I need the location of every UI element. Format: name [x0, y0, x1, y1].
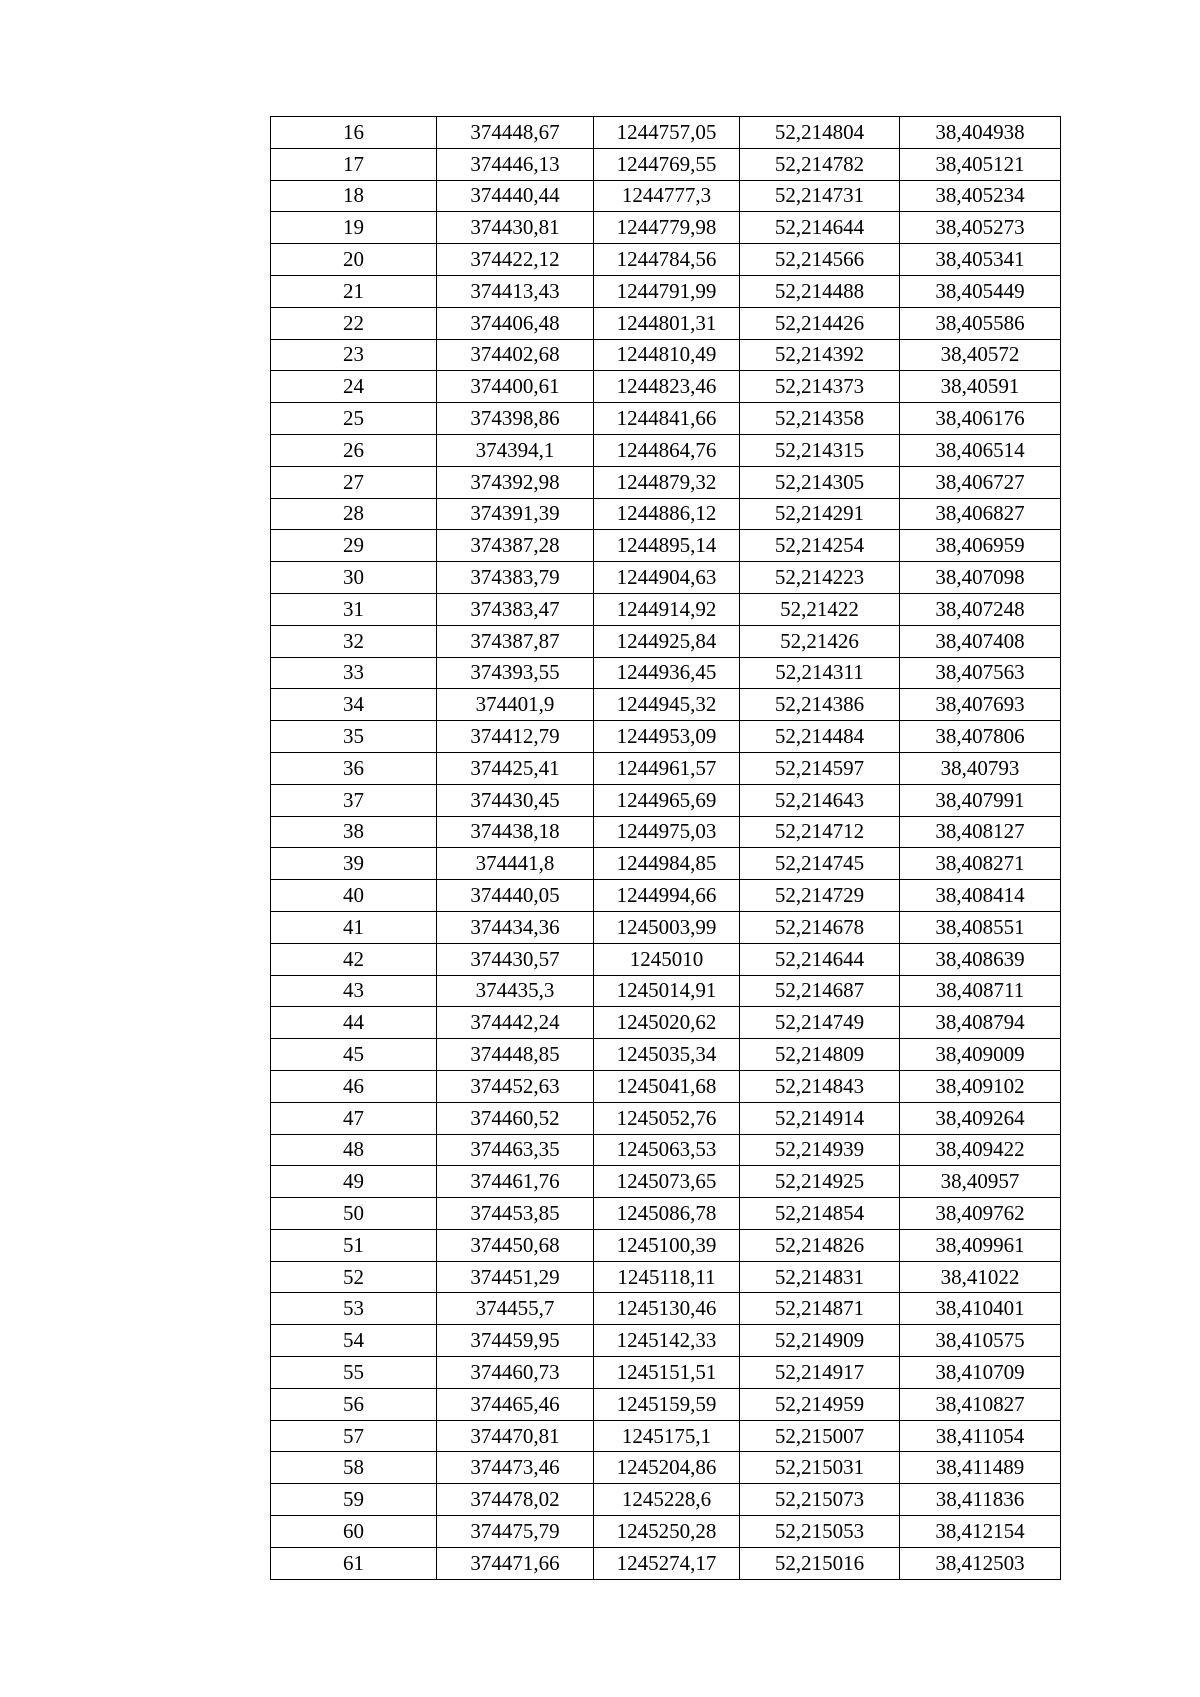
x-coordinate-cell: 374430,81 — [437, 212, 594, 244]
point-number-cell: 46 — [271, 1070, 437, 1102]
point-number-cell: 51 — [271, 1229, 437, 1261]
point-number-cell: 19 — [271, 212, 437, 244]
latitude-cell: 52,214745 — [740, 848, 900, 880]
x-coordinate-cell: 374451,29 — [437, 1261, 594, 1293]
y-coordinate-cell: 1244984,85 — [594, 848, 740, 880]
coordinates-table-body — [271, 117, 1061, 1580]
point-number-cell: 37 — [271, 784, 437, 816]
point-number-cell: 57 — [271, 1420, 437, 1452]
table-row — [271, 530, 1061, 562]
y-coordinate-cell: 1244769,55 — [594, 148, 740, 180]
latitude-cell: 52,214315 — [740, 434, 900, 466]
longitude-cell: 38,408127 — [900, 816, 1061, 848]
longitude-cell: 38,412154 — [900, 1516, 1061, 1548]
y-coordinate-cell: 1244779,98 — [594, 212, 740, 244]
y-coordinate-cell: 1244925,84 — [594, 625, 740, 657]
latitude-cell: 52,214914 — [740, 1102, 900, 1134]
longitude-cell: 38,407693 — [900, 689, 1061, 721]
latitude-cell: 52,214959 — [740, 1388, 900, 1420]
x-coordinate-cell: 374461,76 — [437, 1166, 594, 1198]
point-number-cell: 20 — [271, 244, 437, 276]
x-coordinate-cell: 374459,95 — [437, 1325, 594, 1357]
point-number-cell: 40 — [271, 880, 437, 912]
x-coordinate-cell: 374402,68 — [437, 339, 594, 371]
point-number-cell: 50 — [271, 1198, 437, 1230]
table-row — [271, 434, 1061, 466]
latitude-cell: 52,214678 — [740, 911, 900, 943]
x-coordinate-cell: 374442,24 — [437, 1007, 594, 1039]
table-row — [271, 689, 1061, 721]
longitude-cell: 38,409009 — [900, 1039, 1061, 1071]
x-coordinate-cell: 374473,46 — [437, 1452, 594, 1484]
latitude-cell: 52,214782 — [740, 148, 900, 180]
longitude-cell: 38,411054 — [900, 1420, 1061, 1452]
y-coordinate-cell: 1244841,66 — [594, 403, 740, 435]
x-coordinate-cell: 374460,73 — [437, 1357, 594, 1389]
table-row — [271, 148, 1061, 180]
x-coordinate-cell: 374471,66 — [437, 1547, 594, 1579]
point-number-cell: 45 — [271, 1039, 437, 1071]
table-row — [271, 562, 1061, 594]
x-coordinate-cell: 374463,35 — [437, 1134, 594, 1166]
y-coordinate-cell: 1245100,39 — [594, 1229, 740, 1261]
y-coordinate-cell: 1245142,33 — [594, 1325, 740, 1357]
x-coordinate-cell: 374383,79 — [437, 562, 594, 594]
table-row — [271, 180, 1061, 212]
x-coordinate-cell: 374475,79 — [437, 1516, 594, 1548]
point-number-cell: 27 — [271, 466, 437, 498]
x-coordinate-cell: 374470,81 — [437, 1420, 594, 1452]
x-coordinate-cell: 374394,1 — [437, 434, 594, 466]
latitude-cell: 52,214925 — [740, 1166, 900, 1198]
longitude-cell: 38,410575 — [900, 1325, 1061, 1357]
x-coordinate-cell: 374438,18 — [437, 816, 594, 848]
y-coordinate-cell: 1244961,57 — [594, 752, 740, 784]
table-row — [271, 943, 1061, 975]
latitude-cell: 52,214731 — [740, 180, 900, 212]
longitude-cell: 38,408711 — [900, 975, 1061, 1007]
longitude-cell: 38,412503 — [900, 1547, 1061, 1579]
latitude-cell: 52,214939 — [740, 1134, 900, 1166]
table-row — [271, 1166, 1061, 1198]
table-row — [271, 244, 1061, 276]
y-coordinate-cell: 1244965,69 — [594, 784, 740, 816]
y-coordinate-cell: 1245130,46 — [594, 1293, 740, 1325]
x-coordinate-cell: 374430,45 — [437, 784, 594, 816]
longitude-cell: 38,411836 — [900, 1484, 1061, 1516]
latitude-cell: 52,214909 — [740, 1325, 900, 1357]
table-row — [271, 275, 1061, 307]
table-row — [271, 403, 1061, 435]
y-coordinate-cell: 1245003,99 — [594, 911, 740, 943]
latitude-cell: 52,214831 — [740, 1261, 900, 1293]
longitude-cell: 38,410709 — [900, 1357, 1061, 1389]
table-row — [271, 625, 1061, 657]
y-coordinate-cell: 1244975,03 — [594, 816, 740, 848]
longitude-cell: 38,407248 — [900, 593, 1061, 625]
longitude-cell: 38,406514 — [900, 434, 1061, 466]
point-number-cell: 47 — [271, 1102, 437, 1134]
table-row — [271, 1198, 1061, 1230]
longitude-cell: 38,406959 — [900, 530, 1061, 562]
x-coordinate-cell: 374440,44 — [437, 180, 594, 212]
point-number-cell: 49 — [271, 1166, 437, 1198]
table-row — [271, 1007, 1061, 1039]
x-coordinate-cell: 374455,7 — [437, 1293, 594, 1325]
y-coordinate-cell: 1244994,66 — [594, 880, 740, 912]
longitude-cell: 38,408639 — [900, 943, 1061, 975]
y-coordinate-cell: 1244791,99 — [594, 275, 740, 307]
x-coordinate-cell: 374450,68 — [437, 1229, 594, 1261]
x-coordinate-cell: 374434,36 — [437, 911, 594, 943]
y-coordinate-cell: 1244945,32 — [594, 689, 740, 721]
y-coordinate-cell: 1245086,78 — [594, 1198, 740, 1230]
table-row — [271, 1547, 1061, 1579]
point-number-cell: 42 — [271, 943, 437, 975]
table-row — [271, 593, 1061, 625]
point-number-cell: 52 — [271, 1261, 437, 1293]
y-coordinate-cell: 1244777,3 — [594, 180, 740, 212]
longitude-cell: 38,40572 — [900, 339, 1061, 371]
longitude-cell: 38,408794 — [900, 1007, 1061, 1039]
point-number-cell: 48 — [271, 1134, 437, 1166]
latitude-cell: 52,214373 — [740, 371, 900, 403]
longitude-cell: 38,410401 — [900, 1293, 1061, 1325]
y-coordinate-cell: 1245073,65 — [594, 1166, 740, 1198]
latitude-cell: 52,214809 — [740, 1039, 900, 1071]
x-coordinate-cell: 374391,39 — [437, 498, 594, 530]
longitude-cell: 38,405121 — [900, 148, 1061, 180]
y-coordinate-cell: 1245175,1 — [594, 1420, 740, 1452]
x-coordinate-cell: 374422,12 — [437, 244, 594, 276]
point-number-cell: 56 — [271, 1388, 437, 1420]
y-coordinate-cell: 1244757,05 — [594, 117, 740, 149]
y-coordinate-cell: 1244914,92 — [594, 593, 740, 625]
point-number-cell: 33 — [271, 657, 437, 689]
table-row — [271, 657, 1061, 689]
point-number-cell: 53 — [271, 1293, 437, 1325]
longitude-cell: 38,408414 — [900, 880, 1061, 912]
longitude-cell: 38,407991 — [900, 784, 1061, 816]
point-number-cell: 55 — [271, 1357, 437, 1389]
latitude-cell: 52,214643 — [740, 784, 900, 816]
latitude-cell: 52,214644 — [740, 943, 900, 975]
point-number-cell: 59 — [271, 1484, 437, 1516]
point-number-cell: 23 — [271, 339, 437, 371]
x-coordinate-cell: 374387,87 — [437, 625, 594, 657]
x-coordinate-cell: 374401,9 — [437, 689, 594, 721]
table-row — [271, 975, 1061, 1007]
point-number-cell: 16 — [271, 117, 437, 149]
point-number-cell: 60 — [271, 1516, 437, 1548]
y-coordinate-cell: 1245159,59 — [594, 1388, 740, 1420]
x-coordinate-cell: 374446,13 — [437, 148, 594, 180]
longitude-cell: 38,407408 — [900, 625, 1061, 657]
latitude-cell: 52,214729 — [740, 880, 900, 912]
longitude-cell: 38,41022 — [900, 1261, 1061, 1293]
table-row — [271, 721, 1061, 753]
table-row — [271, 1293, 1061, 1325]
latitude-cell: 52,214597 — [740, 752, 900, 784]
latitude-cell: 52,215016 — [740, 1547, 900, 1579]
y-coordinate-cell: 1245052,76 — [594, 1102, 740, 1134]
y-coordinate-cell: 1244864,76 — [594, 434, 740, 466]
point-number-cell: 41 — [271, 911, 437, 943]
latitude-cell: 52,214687 — [740, 975, 900, 1007]
longitude-cell: 38,409264 — [900, 1102, 1061, 1134]
longitude-cell: 38,409762 — [900, 1198, 1061, 1230]
longitude-cell: 38,405234 — [900, 180, 1061, 212]
table-row — [271, 339, 1061, 371]
point-number-cell: 36 — [271, 752, 437, 784]
latitude-cell: 52,215053 — [740, 1516, 900, 1548]
point-number-cell: 22 — [271, 307, 437, 339]
y-coordinate-cell: 1245041,68 — [594, 1070, 740, 1102]
table-row — [271, 1357, 1061, 1389]
y-coordinate-cell: 1244936,45 — [594, 657, 740, 689]
latitude-cell: 52,21426 — [740, 625, 900, 657]
point-number-cell: 38 — [271, 816, 437, 848]
x-coordinate-cell: 374452,63 — [437, 1070, 594, 1102]
latitude-cell: 52,214644 — [740, 212, 900, 244]
latitude-cell: 52,214488 — [740, 275, 900, 307]
latitude-cell: 52,215031 — [740, 1452, 900, 1484]
x-coordinate-cell: 374460,52 — [437, 1102, 594, 1134]
y-coordinate-cell: 1245063,53 — [594, 1134, 740, 1166]
longitude-cell: 38,406176 — [900, 403, 1061, 435]
table-row — [271, 1102, 1061, 1134]
x-coordinate-cell: 374465,46 — [437, 1388, 594, 1420]
point-number-cell: 31 — [271, 593, 437, 625]
point-number-cell: 26 — [271, 434, 437, 466]
y-coordinate-cell: 1244879,32 — [594, 466, 740, 498]
point-number-cell: 30 — [271, 562, 437, 594]
y-coordinate-cell: 1244823,46 — [594, 371, 740, 403]
x-coordinate-cell: 374435,3 — [437, 975, 594, 1007]
coordinates-table — [270, 116, 1061, 1580]
x-coordinate-cell: 374425,41 — [437, 752, 594, 784]
x-coordinate-cell: 374398,86 — [437, 403, 594, 435]
latitude-cell: 52,214291 — [740, 498, 900, 530]
x-coordinate-cell: 374413,43 — [437, 275, 594, 307]
table-row — [271, 117, 1061, 149]
point-number-cell: 21 — [271, 275, 437, 307]
latitude-cell: 52,214392 — [740, 339, 900, 371]
longitude-cell: 38,407806 — [900, 721, 1061, 753]
y-coordinate-cell: 1245204,86 — [594, 1452, 740, 1484]
longitude-cell: 38,409102 — [900, 1070, 1061, 1102]
table-row — [271, 752, 1061, 784]
y-coordinate-cell: 1244895,14 — [594, 530, 740, 562]
latitude-cell: 52,214804 — [740, 117, 900, 149]
longitude-cell: 38,405273 — [900, 212, 1061, 244]
point-number-cell: 18 — [271, 180, 437, 212]
table-row — [271, 1134, 1061, 1166]
latitude-cell: 52,214843 — [740, 1070, 900, 1102]
y-coordinate-cell: 1245014,91 — [594, 975, 740, 1007]
point-number-cell: 28 — [271, 498, 437, 530]
point-number-cell: 39 — [271, 848, 437, 880]
point-number-cell: 58 — [271, 1452, 437, 1484]
table-row — [271, 1484, 1061, 1516]
latitude-cell: 52,214749 — [740, 1007, 900, 1039]
x-coordinate-cell: 374430,57 — [437, 943, 594, 975]
table-row — [271, 1070, 1061, 1102]
latitude-cell: 52,214223 — [740, 562, 900, 594]
x-coordinate-cell: 374440,05 — [437, 880, 594, 912]
longitude-cell: 38,406827 — [900, 498, 1061, 530]
latitude-cell: 52,214305 — [740, 466, 900, 498]
x-coordinate-cell: 374400,61 — [437, 371, 594, 403]
point-number-cell: 17 — [271, 148, 437, 180]
latitude-cell: 52,214917 — [740, 1357, 900, 1389]
latitude-cell: 52,214386 — [740, 689, 900, 721]
y-coordinate-cell: 1245250,28 — [594, 1516, 740, 1548]
latitude-cell: 52,214254 — [740, 530, 900, 562]
longitude-cell: 38,408271 — [900, 848, 1061, 880]
x-coordinate-cell: 374478,02 — [437, 1484, 594, 1516]
latitude-cell: 52,214854 — [740, 1198, 900, 1230]
table-row — [271, 1516, 1061, 1548]
table-row — [271, 1229, 1061, 1261]
latitude-cell: 52,215073 — [740, 1484, 900, 1516]
table-row — [271, 1452, 1061, 1484]
latitude-cell: 52,214712 — [740, 816, 900, 848]
point-number-cell: 35 — [271, 721, 437, 753]
latitude-cell: 52,21422 — [740, 593, 900, 625]
latitude-cell: 52,215007 — [740, 1420, 900, 1452]
longitude-cell: 38,405586 — [900, 307, 1061, 339]
y-coordinate-cell: 1244801,31 — [594, 307, 740, 339]
table-row — [271, 816, 1061, 848]
latitude-cell: 52,214426 — [740, 307, 900, 339]
table-row — [271, 1261, 1061, 1293]
y-coordinate-cell: 1245151,51 — [594, 1357, 740, 1389]
table-row — [271, 911, 1061, 943]
point-number-cell: 44 — [271, 1007, 437, 1039]
x-coordinate-cell: 374453,85 — [437, 1198, 594, 1230]
point-number-cell: 25 — [271, 403, 437, 435]
point-number-cell: 43 — [271, 975, 437, 1007]
y-coordinate-cell: 1245035,34 — [594, 1039, 740, 1071]
x-coordinate-cell: 374448,67 — [437, 117, 594, 149]
point-number-cell: 61 — [271, 1547, 437, 1579]
y-coordinate-cell: 1244904,63 — [594, 562, 740, 594]
y-coordinate-cell: 1245118,11 — [594, 1261, 740, 1293]
x-coordinate-cell: 374387,28 — [437, 530, 594, 562]
table-row — [271, 784, 1061, 816]
table-row — [271, 466, 1061, 498]
x-coordinate-cell: 374392,98 — [437, 466, 594, 498]
point-number-cell: 32 — [271, 625, 437, 657]
longitude-cell: 38,406727 — [900, 466, 1061, 498]
longitude-cell: 38,405341 — [900, 244, 1061, 276]
longitude-cell: 38,404938 — [900, 117, 1061, 149]
longitude-cell: 38,407098 — [900, 562, 1061, 594]
point-number-cell: 54 — [271, 1325, 437, 1357]
point-number-cell: 29 — [271, 530, 437, 562]
x-coordinate-cell: 374393,55 — [437, 657, 594, 689]
y-coordinate-cell: 1244810,49 — [594, 339, 740, 371]
longitude-cell: 38,407563 — [900, 657, 1061, 689]
latitude-cell: 52,214826 — [740, 1229, 900, 1261]
y-coordinate-cell: 1245228,6 — [594, 1484, 740, 1516]
table-row — [271, 1325, 1061, 1357]
table-row — [271, 212, 1061, 244]
table-row — [271, 1420, 1061, 1452]
x-coordinate-cell: 374383,47 — [437, 593, 594, 625]
table-row — [271, 880, 1061, 912]
longitude-cell: 38,405449 — [900, 275, 1061, 307]
table-row — [271, 498, 1061, 530]
y-coordinate-cell: 1245020,62 — [594, 1007, 740, 1039]
y-coordinate-cell: 1244886,12 — [594, 498, 740, 530]
table-row — [271, 307, 1061, 339]
point-number-cell: 24 — [271, 371, 437, 403]
latitude-cell: 52,214484 — [740, 721, 900, 753]
longitude-cell: 38,40591 — [900, 371, 1061, 403]
longitude-cell: 38,409961 — [900, 1229, 1061, 1261]
table-row — [271, 1039, 1061, 1071]
x-coordinate-cell: 374441,8 — [437, 848, 594, 880]
y-coordinate-cell: 1245010 — [594, 943, 740, 975]
x-coordinate-cell: 374412,79 — [437, 721, 594, 753]
x-coordinate-cell: 374448,85 — [437, 1039, 594, 1071]
point-number-cell: 34 — [271, 689, 437, 721]
y-coordinate-cell: 1244953,09 — [594, 721, 740, 753]
longitude-cell: 38,411489 — [900, 1452, 1061, 1484]
longitude-cell: 38,40793 — [900, 752, 1061, 784]
latitude-cell: 52,214358 — [740, 403, 900, 435]
y-coordinate-cell: 1245274,17 — [594, 1547, 740, 1579]
latitude-cell: 52,214871 — [740, 1293, 900, 1325]
y-coordinate-cell: 1244784,56 — [594, 244, 740, 276]
x-coordinate-cell: 374406,48 — [437, 307, 594, 339]
longitude-cell: 38,40957 — [900, 1166, 1061, 1198]
latitude-cell: 52,214566 — [740, 244, 900, 276]
table-row — [271, 1388, 1061, 1420]
latitude-cell: 52,214311 — [740, 657, 900, 689]
table-row — [271, 371, 1061, 403]
longitude-cell: 38,408551 — [900, 911, 1061, 943]
table-row — [271, 848, 1061, 880]
longitude-cell: 38,410827 — [900, 1388, 1061, 1420]
longitude-cell: 38,409422 — [900, 1134, 1061, 1166]
